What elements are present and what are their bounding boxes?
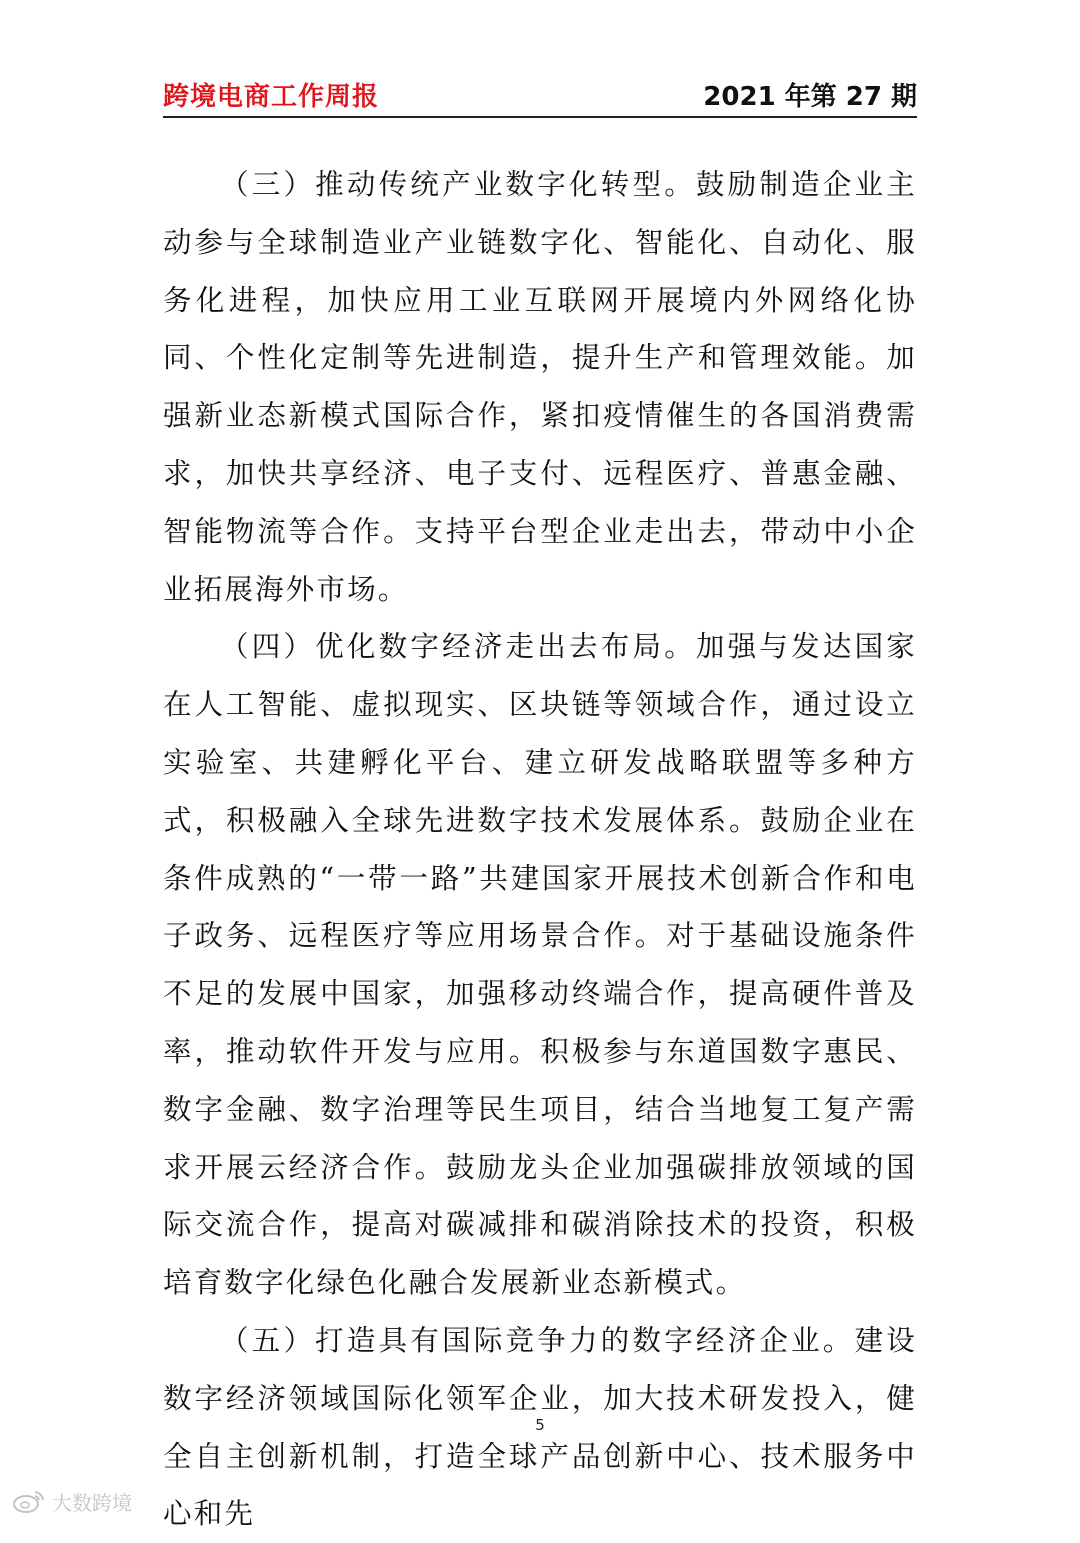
document-body: [163, 156, 917, 1543]
page-number: 5: [535, 1416, 545, 1434]
paragraph-4: （四）优化数字经济走出去布局。加强与发达国家在人工智能、虚拟现实、区块链等领域合作，通过设立实验室、共建孵化平台、建立研发战略联盟等多种方式，积极融入全球先进数字技术发展体系。鼓励企业在条件成熟的“一带一路”共建国家开展技术创新合作和电子政务、远程医疗等应用场景合作。对于基础设施条件不足的发展中国家，加强移动终端合作，提高硬件普及率，推动软件开发与应用。积极参与东道国数字惠民、数字金融、数字治理等民生项目，结合当地复工复产需求开展云经济合作。鼓励龙头企业加强碳排放领域的国际交流合作，提高对碳减排和碳消除技术的投资，积极培育数字化绿色化融合发展新业态新模式。: [163, 630, 917, 1300]
paragraph-3: （三）推动传统产业数字化转型。鼓励制造企业主动参与全球制造业产业链数字化、智能化、自动化、服务化进程，加快应用工业互联网开展境内外网络化协同、个性化定制等先进制造，提升生产和管理效能。加强新业态新模式国际合作，紧扣疫情催生的各国消费需求，加快共享经济、电子支付、远程医疗、普惠金融、智能物流等合作。支持平台型企业走出去，带动中小企业拓展海外市场。: [163, 168, 917, 606]
paragraph-5: （五）打造具有国际竞争力的数字经济企业。建设数字经济领域国际化领军企业，加大技术研发投入，健全自主创新机制，打造全球产品创新中心、技术服务中心和先: [163, 1323, 917, 1531]
page-header: [163, 72, 917, 118]
report-title: 跨境电商工作周报: [163, 82, 380, 112]
watermark-text: 大数跨境: [52, 1490, 132, 1515]
weibo-logo-icon: [12, 1488, 46, 1514]
issue-number: 2021 年第 27 期: [703, 82, 917, 112]
watermark: [12, 1486, 132, 1516]
